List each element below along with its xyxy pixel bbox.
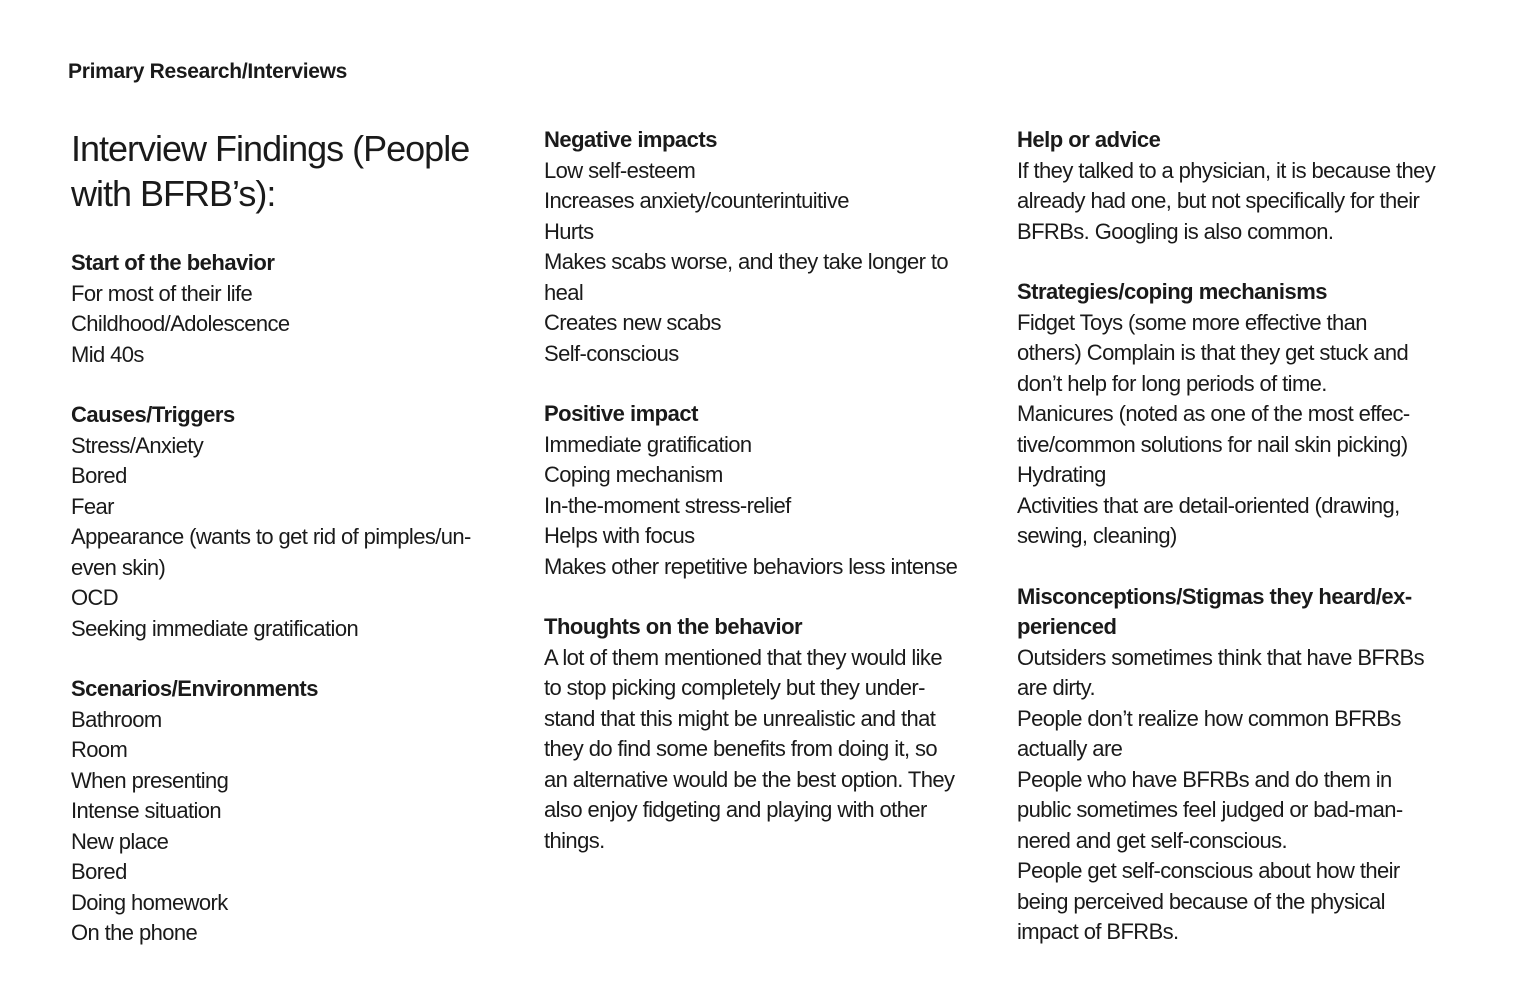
section-kicker: Primary Research/Interviews: [68, 60, 348, 83]
list-item: Seeking immediate gratification: [71, 615, 359, 641]
list-item: Mid 40s: [71, 341, 144, 367]
list-item: In-the-moment stress-relief: [544, 492, 791, 518]
section-heading-line-1: Misconceptions/Stigmas they heard/ex-: [1017, 583, 1412, 609]
section-heading: Scenarios/Environments: [71, 676, 318, 701]
section-heading: Help or advice: [1017, 127, 1161, 152]
section-misconceptions-stigmas: [1017, 582, 1487, 948]
section-start-of-behavior: [71, 248, 521, 370]
paragraph-line: People get self-conscious about how their: [1017, 858, 1400, 883]
paragraph-line: BFRBs. Googling is also common.: [1017, 218, 1334, 244]
list-item: On the phone: [71, 920, 198, 945]
list-item: Makes scabs worse, and they take longer to: [544, 249, 949, 274]
list-item: Makes other repetitive behaviors less intense: [544, 553, 958, 579]
section-negative-impacts: [544, 125, 1004, 369]
list-item: Bored: [71, 463, 127, 488]
paragraph-line: impact of BFRBs.: [1017, 919, 1179, 944]
list-item: New place: [71, 828, 169, 854]
paragraph-line: Outsiders sometimes think that have BFRBs: [1017, 644, 1425, 670]
paragraph-line: tive/common solutions for nail skin picking): [1017, 431, 1408, 457]
column-right: [1017, 125, 1487, 978]
list-item: Bored: [71, 859, 127, 884]
paragraph-line: don’t help for long periods of time.: [1017, 370, 1327, 396]
paragraph-line: nered and get self-conscious.: [1017, 827, 1287, 853]
paragraph-line: Hydrating: [1017, 462, 1106, 487]
list-item: OCD: [71, 585, 119, 610]
section-causes-triggers: [71, 400, 521, 644]
paragraph-line: stand that this might be unrealistic and that: [544, 705, 936, 731]
list-item: Childhood/Adolescence: [71, 311, 290, 336]
list-item: Bathroom: [71, 706, 162, 732]
paragraph-line: People don’t realize how common BFRBs: [1017, 705, 1401, 731]
section-heading: Negative impacts: [544, 127, 717, 152]
list-item: When presenting: [71, 767, 229, 793]
page-title-line-2: with BFRB’s):: [71, 173, 276, 214]
section-thoughts-on-behavior: [544, 612, 1004, 856]
section-positive-impact: [544, 399, 1004, 582]
section-help-or-advice: [1017, 125, 1487, 247]
section-strategies-coping: [1017, 277, 1487, 552]
page-title: [71, 126, 521, 216]
section-heading: [1017, 582, 1487, 643]
page-title-line-1: Interview Findings (People: [71, 128, 470, 169]
column-left: [71, 126, 521, 979]
paragraph-line: are dirty.: [1017, 675, 1095, 700]
section-heading: Start of the behavior: [71, 250, 275, 275]
paragraph-line: they do find some benefits from doing it, so: [544, 736, 938, 761]
section-heading-line-2: perienced: [1017, 614, 1117, 639]
paragraph-line: already had one, but not specifically for their: [1017, 188, 1420, 213]
paragraph-line: also enjoy fidgeting and playing with other: [544, 797, 927, 822]
paragraph-line: actually are: [1017, 736, 1123, 761]
paragraph-line: others) Complain is that they get stuck and: [1017, 340, 1409, 365]
list-item: Increases anxiety/counterintuitive: [544, 188, 849, 213]
section-heading: Positive impact: [544, 401, 698, 426]
list-item: Low self-esteem: [544, 157, 696, 183]
column-middle: [544, 125, 1004, 886]
list-item: Helps with focus: [544, 523, 695, 548]
paragraph-line: things.: [544, 827, 605, 853]
list-item: Doing homework: [71, 889, 228, 915]
section-heading: Thoughts on the behavior: [544, 614, 803, 639]
paragraph-line: being perceived because of the physical: [1017, 888, 1385, 914]
paragraph-line: to stop picking completely but they under-: [544, 675, 925, 700]
list-item: Hurts: [544, 218, 594, 244]
paragraph-line: sewing, cleaning): [1017, 523, 1177, 548]
paragraph-line: A lot of them mentioned that they would like: [544, 644, 942, 670]
section-scenarios-environments: [71, 674, 521, 949]
section-heading: Strategies/coping mechanisms: [1017, 279, 1327, 304]
paragraph-line: Manicures (noted as one of the most effec-: [1017, 401, 1410, 426]
list-item: Fear: [71, 493, 114, 519]
list-item: Immediate gratification: [544, 431, 752, 457]
list-item: heal: [544, 279, 584, 305]
paragraph-line: Fidget Toys (some more effective than: [1017, 309, 1367, 335]
list-item: Appearance (wants to get rid of pimples/un-: [71, 524, 471, 549]
paragraph-line: People who have BFRBs and do them in: [1017, 766, 1392, 792]
list-item: Intense situation: [71, 798, 222, 823]
paragraph-line: If they talked to a physician, it is because they: [1017, 157, 1436, 183]
paragraph-line: Activities that are detail-oriented (drawing,: [1017, 492, 1400, 518]
paragraph-line: an alternative would be the best option. They: [544, 766, 955, 792]
list-item: Room: [71, 737, 128, 762]
list-item: Coping mechanism: [544, 462, 723, 487]
section-heading: Causes/Triggers: [71, 402, 235, 427]
list-item: For most of their life: [71, 280, 253, 306]
paragraph-line: public sometimes feel judged or bad-man-: [1017, 797, 1403, 822]
list-item: Stress/Anxiety: [71, 432, 204, 458]
list-item: even skin): [71, 554, 166, 580]
list-item: Self-conscious: [544, 340, 679, 366]
list-item: Creates new scabs: [544, 310, 721, 335]
